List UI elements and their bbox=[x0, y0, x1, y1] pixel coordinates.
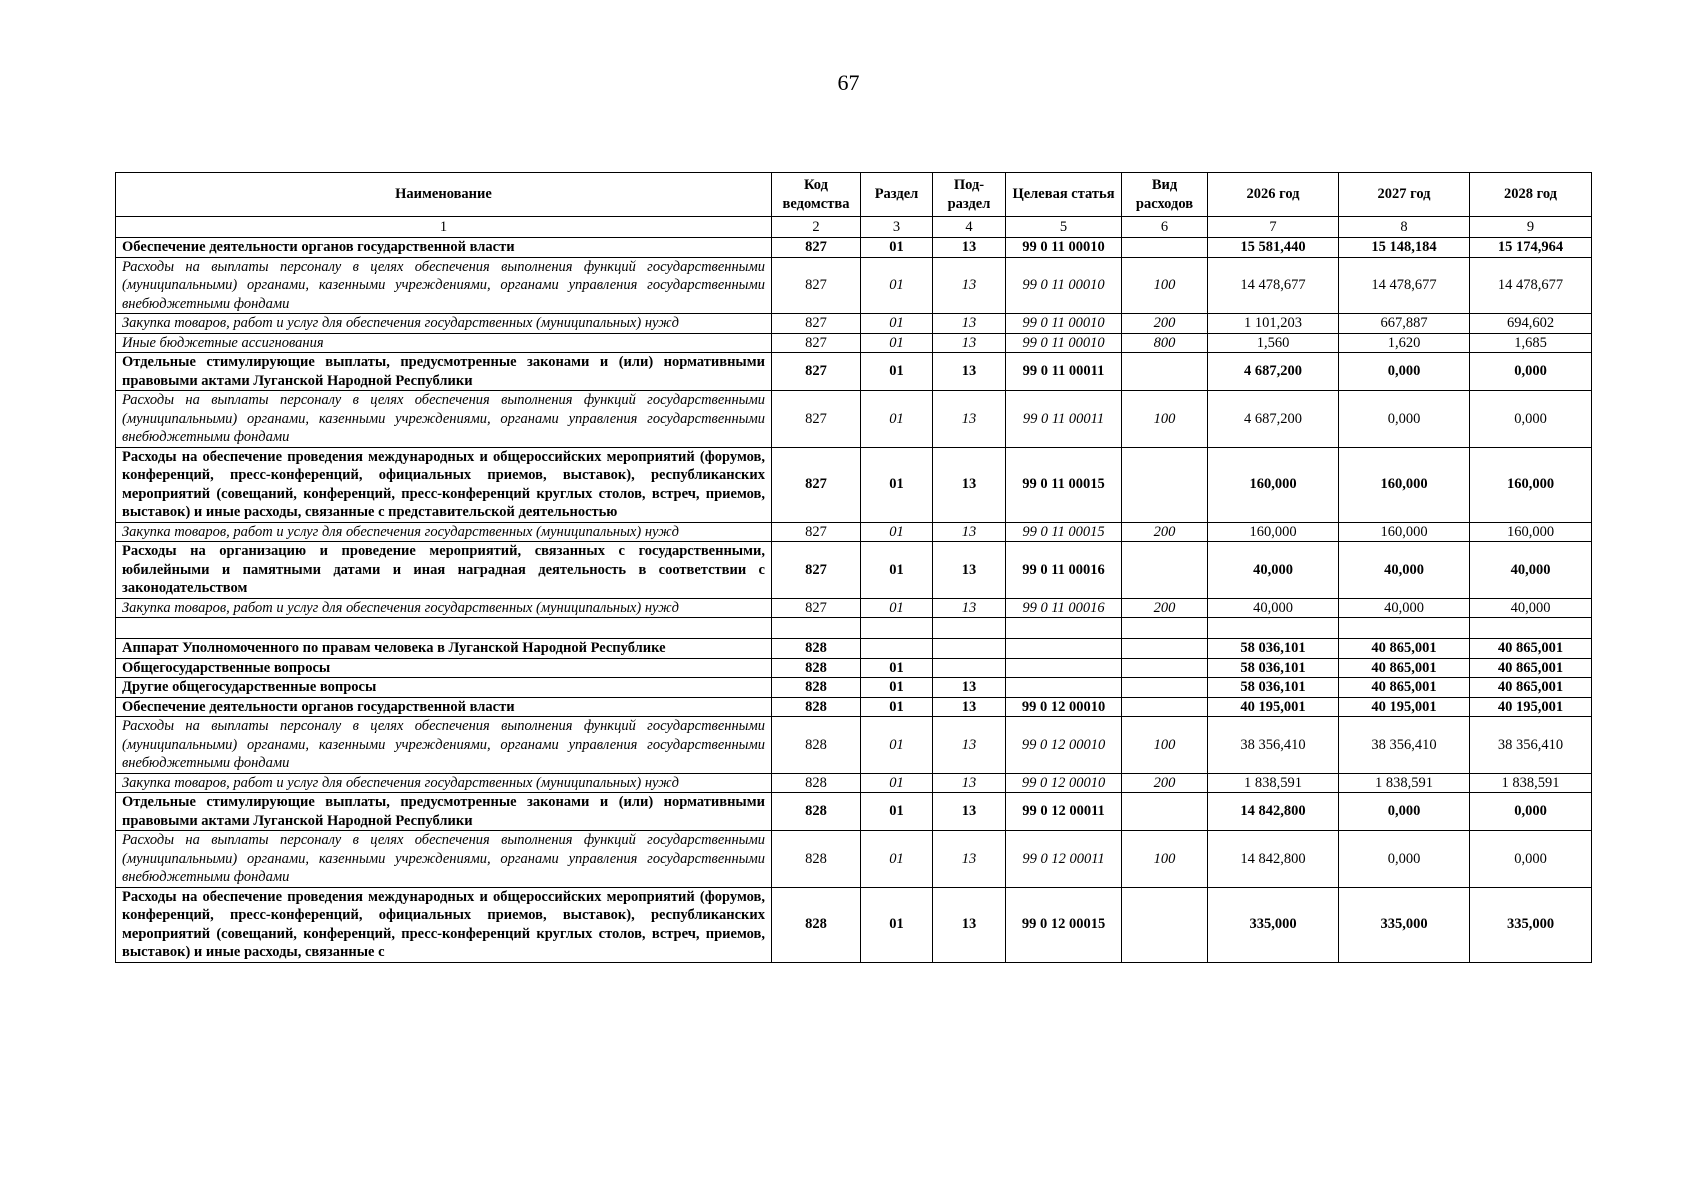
cell-2028: 40 195,001 bbox=[1470, 697, 1592, 717]
cell-2027: 1 838,591 bbox=[1339, 773, 1470, 793]
cell-target-article: 99 0 11 00016 bbox=[1006, 542, 1122, 599]
cell-target-article bbox=[1006, 639, 1122, 659]
cell-target-article bbox=[1006, 678, 1122, 698]
cell-2028: 1,685 bbox=[1470, 333, 1592, 353]
cell-section: 01 bbox=[861, 238, 933, 258]
cell-2028: 1 838,591 bbox=[1470, 773, 1592, 793]
cell-2026: 160,000 bbox=[1208, 522, 1339, 542]
cell-subsection: 13 bbox=[933, 542, 1006, 599]
column-number: 6 bbox=[1122, 217, 1208, 238]
header-section: Раздел bbox=[861, 173, 933, 217]
column-number: 3 bbox=[861, 217, 933, 238]
cell-expense-type bbox=[1122, 887, 1208, 962]
cell-expense-type bbox=[1122, 678, 1208, 698]
cell-section bbox=[861, 618, 933, 639]
cell-subsection: 13 bbox=[933, 257, 1006, 314]
cell-subsection: 13 bbox=[933, 793, 1006, 831]
cell-name: Иные бюджетные ассигнования bbox=[116, 333, 772, 353]
cell-expense-type bbox=[1122, 639, 1208, 659]
cell-2028: 0,000 bbox=[1470, 831, 1592, 888]
header-row bbox=[116, 173, 1592, 217]
cell-section: 01 bbox=[861, 542, 933, 599]
cell-subsection: 13 bbox=[933, 831, 1006, 888]
cell-2026: 58 036,101 bbox=[1208, 639, 1339, 659]
cell-2027 bbox=[1339, 618, 1470, 639]
column-number: 1 bbox=[116, 217, 772, 238]
cell-section: 01 bbox=[861, 887, 933, 962]
cell-2027: 40 195,001 bbox=[1339, 697, 1470, 717]
header-subsection: Под-раздел bbox=[933, 173, 1006, 217]
cell-target-article: 99 0 12 00010 bbox=[1006, 717, 1122, 774]
cell-subsection: 13 bbox=[933, 678, 1006, 698]
cell-name: Расходы на выплаты персоналу в целях обеспечения выполнения функций государственными (муниципальными) органами, казенными учреждениями, органами управления государственными внебюджетными фондами bbox=[116, 831, 772, 888]
cell-subsection: 13 bbox=[933, 697, 1006, 717]
cell-target-article: 99 0 11 00015 bbox=[1006, 522, 1122, 542]
cell-section: 01 bbox=[861, 314, 933, 334]
cell-name: Закупка товаров, работ и услуг для обеспечения государственных (муниципальных) нужд bbox=[116, 522, 772, 542]
cell-subsection bbox=[933, 618, 1006, 639]
cell-expense-type: 200 bbox=[1122, 773, 1208, 793]
table-row bbox=[116, 678, 1592, 698]
table-row bbox=[116, 773, 1592, 793]
header-2026: 2026 год bbox=[1208, 173, 1339, 217]
cell-target-article: 99 0 12 00011 bbox=[1006, 831, 1122, 888]
cell-name: Закупка товаров, работ и услуг для обеспечения государственных (муниципальных) нужд bbox=[116, 314, 772, 334]
cell-section: 01 bbox=[861, 658, 933, 678]
cell-subsection: 13 bbox=[933, 391, 1006, 448]
table-row bbox=[116, 447, 1592, 522]
cell-section: 01 bbox=[861, 598, 933, 618]
cell-2026: 160,000 bbox=[1208, 447, 1339, 522]
cell-dept-code: 828 bbox=[772, 678, 861, 698]
cell-section: 01 bbox=[861, 793, 933, 831]
cell-expense-type bbox=[1122, 793, 1208, 831]
cell-dept-code: 828 bbox=[772, 697, 861, 717]
cell-dept-code: 827 bbox=[772, 447, 861, 522]
cell-2026: 58 036,101 bbox=[1208, 678, 1339, 698]
table-row bbox=[116, 793, 1592, 831]
cell-2028: 40,000 bbox=[1470, 542, 1592, 599]
cell-2027: 0,000 bbox=[1339, 793, 1470, 831]
cell-section: 01 bbox=[861, 333, 933, 353]
cell-name: Обеспечение деятельности органов государственной власти bbox=[116, 238, 772, 258]
cell-section: 01 bbox=[861, 522, 933, 542]
cell-dept-code: 828 bbox=[772, 773, 861, 793]
cell-dept-code: 827 bbox=[772, 238, 861, 258]
cell-dept-code: 828 bbox=[772, 717, 861, 774]
cell-expense-type bbox=[1122, 447, 1208, 522]
cell-target-article: 99 0 12 00010 bbox=[1006, 773, 1122, 793]
cell-target-article: 99 0 11 00010 bbox=[1006, 314, 1122, 334]
cell-target-article: 99 0 12 00010 bbox=[1006, 697, 1122, 717]
cell-2028: 40 865,001 bbox=[1470, 639, 1592, 659]
page-number: 67 bbox=[837, 70, 860, 95]
cell-2028: 40 865,001 bbox=[1470, 678, 1592, 698]
cell-name: Обеспечение деятельности органов государственной власти bbox=[116, 697, 772, 717]
cell-dept-code: 827 bbox=[772, 391, 861, 448]
cell-expense-type bbox=[1122, 618, 1208, 639]
cell-dept-code bbox=[772, 618, 861, 639]
cell-2026: 40,000 bbox=[1208, 598, 1339, 618]
cell-2026: 1,560 bbox=[1208, 333, 1339, 353]
cell-expense-type: 100 bbox=[1122, 831, 1208, 888]
cell-expense-type bbox=[1122, 697, 1208, 717]
column-number: 8 bbox=[1339, 217, 1470, 238]
column-number-row bbox=[116, 217, 1592, 238]
cell-2028: 160,000 bbox=[1470, 522, 1592, 542]
cell-2027: 0,000 bbox=[1339, 391, 1470, 448]
header-expense-type: Вид расходов bbox=[1122, 173, 1208, 217]
budget-table bbox=[115, 172, 1592, 963]
cell-2027: 160,000 bbox=[1339, 522, 1470, 542]
cell-2028: 14 478,677 bbox=[1470, 257, 1592, 314]
cell-2028: 0,000 bbox=[1470, 793, 1592, 831]
header-dept-code: Код ведомства bbox=[772, 173, 861, 217]
cell-section: 01 bbox=[861, 773, 933, 793]
cell-target-article: 99 0 11 00011 bbox=[1006, 353, 1122, 391]
cell-target-article bbox=[1006, 658, 1122, 678]
cell-section: 01 bbox=[861, 257, 933, 314]
cell-2027: 667,887 bbox=[1339, 314, 1470, 334]
cell-name: Расходы на выплаты персоналу в целях обеспечения выполнения функций государственными (муниципальными) органами, казенными учреждениями, органами управления государственными внебюджетными фондами bbox=[116, 717, 772, 774]
cell-expense-type bbox=[1122, 238, 1208, 258]
column-number: 9 bbox=[1470, 217, 1592, 238]
cell-expense-type: 100 bbox=[1122, 391, 1208, 448]
table-row bbox=[116, 522, 1592, 542]
cell-expense-type: 200 bbox=[1122, 314, 1208, 334]
cell-name: Аппарат Уполномоченного по правам человека в Луганской Народной Республике bbox=[116, 639, 772, 659]
cell-name: Расходы на выплаты персоналу в целях обеспечения выполнения функций государственными (муниципальными) органами, казенными учреждениями, органами управления государственными внебюджетными фондами bbox=[116, 257, 772, 314]
table-row bbox=[116, 353, 1592, 391]
cell-name: Расходы на обеспечение проведения международных и общероссийских мероприятий (форумов, конференций, пресс-конференций, официальных приемов, выставок), республиканских мероприятий (совещаний, конференций, пресс-конференций круглых столов, встреч, приемов, выставок) и иные расходы, связанные с bbox=[116, 887, 772, 962]
cell-target-article: 99 0 11 00015 bbox=[1006, 447, 1122, 522]
cell-section: 01 bbox=[861, 353, 933, 391]
cell-target-article: 99 0 12 00011 bbox=[1006, 793, 1122, 831]
cell-2026: 38 356,410 bbox=[1208, 717, 1339, 774]
cell-name: Закупка товаров, работ и услуг для обеспечения государственных (муниципальных) нужд bbox=[116, 598, 772, 618]
header-2028: 2028 год bbox=[1470, 173, 1592, 217]
cell-subsection: 13 bbox=[933, 314, 1006, 334]
cell-dept-code: 827 bbox=[772, 353, 861, 391]
cell-subsection: 13 bbox=[933, 353, 1006, 391]
cell-dept-code: 827 bbox=[772, 522, 861, 542]
cell-2028: 40 865,001 bbox=[1470, 658, 1592, 678]
cell-2027: 40,000 bbox=[1339, 598, 1470, 618]
cell-2027: 15 148,184 bbox=[1339, 238, 1470, 258]
cell-2026: 40 195,001 bbox=[1208, 697, 1339, 717]
cell-2027: 40 865,001 bbox=[1339, 658, 1470, 678]
cell-expense-type: 100 bbox=[1122, 257, 1208, 314]
cell-2026: 335,000 bbox=[1208, 887, 1339, 962]
cell-name: Закупка товаров, работ и услуг для обеспечения государственных (муниципальных) нужд bbox=[116, 773, 772, 793]
cell-subsection: 13 bbox=[933, 238, 1006, 258]
cell-name bbox=[116, 618, 772, 639]
cell-2028: 0,000 bbox=[1470, 391, 1592, 448]
cell-2027: 1,620 bbox=[1339, 333, 1470, 353]
cell-name: Отдельные стимулирующие выплаты, предусмотренные законами и (или) нормативными правовыми актами Луганской Народной Республики bbox=[116, 353, 772, 391]
cell-2026 bbox=[1208, 618, 1339, 639]
cell-dept-code: 827 bbox=[772, 333, 861, 353]
table-row bbox=[116, 391, 1592, 448]
header-name: Наименование bbox=[116, 173, 772, 217]
cell-2026: 14 842,800 bbox=[1208, 831, 1339, 888]
cell-subsection: 13 bbox=[933, 773, 1006, 793]
cell-dept-code: 828 bbox=[772, 793, 861, 831]
cell-2028: 694,602 bbox=[1470, 314, 1592, 334]
column-number: 2 bbox=[772, 217, 861, 238]
table-row bbox=[116, 333, 1592, 353]
cell-2027: 335,000 bbox=[1339, 887, 1470, 962]
cell-dept-code: 827 bbox=[772, 257, 861, 314]
cell-target-article: 99 0 11 00011 bbox=[1006, 391, 1122, 448]
column-number: 7 bbox=[1208, 217, 1339, 238]
cell-2028: 40,000 bbox=[1470, 598, 1592, 618]
cell-name: Расходы на обеспечение проведения международных и общероссийских мероприятий (форумов, конференций, пресс-конференций, официальных приемов, выставок), республиканских мероприятий (совещаний, конференций, пресс-конференций круглых столов, встреч, приемов, выставок) и иные расходы, связанные с представительской деятельностью bbox=[116, 447, 772, 522]
cell-dept-code: 828 bbox=[772, 887, 861, 962]
table-row bbox=[116, 598, 1592, 618]
cell-section: 01 bbox=[861, 831, 933, 888]
cell-2028: 38 356,410 bbox=[1470, 717, 1592, 774]
table-row bbox=[116, 831, 1592, 888]
cell-expense-type bbox=[1122, 353, 1208, 391]
table-row bbox=[116, 697, 1592, 717]
cell-2027: 40 865,001 bbox=[1339, 639, 1470, 659]
cell-dept-code: 827 bbox=[772, 542, 861, 599]
table-row bbox=[116, 238, 1592, 258]
cell-target-article: 99 0 11 00010 bbox=[1006, 333, 1122, 353]
cell-subsection: 13 bbox=[933, 887, 1006, 962]
cell-target-article: 99 0 11 00010 bbox=[1006, 257, 1122, 314]
cell-subsection: 13 bbox=[933, 522, 1006, 542]
table-row bbox=[116, 717, 1592, 774]
cell-dept-code: 828 bbox=[772, 639, 861, 659]
cell-2026: 4 687,200 bbox=[1208, 353, 1339, 391]
cell-dept-code: 827 bbox=[772, 314, 861, 334]
table-row bbox=[116, 542, 1592, 599]
cell-subsection: 13 bbox=[933, 333, 1006, 353]
cell-section bbox=[861, 639, 933, 659]
cell-2026: 1 838,591 bbox=[1208, 773, 1339, 793]
cell-expense-type bbox=[1122, 542, 1208, 599]
cell-2026: 14 842,800 bbox=[1208, 793, 1339, 831]
cell-2027: 38 356,410 bbox=[1339, 717, 1470, 774]
column-number: 5 bbox=[1006, 217, 1122, 238]
cell-section: 01 bbox=[861, 391, 933, 448]
cell-2027: 40 865,001 bbox=[1339, 678, 1470, 698]
cell-expense-type: 200 bbox=[1122, 598, 1208, 618]
cell-2026: 58 036,101 bbox=[1208, 658, 1339, 678]
table-row bbox=[116, 658, 1592, 678]
cell-2027: 14 478,677 bbox=[1339, 257, 1470, 314]
header-target-article: Целевая статья bbox=[1006, 173, 1122, 217]
cell-2028: 160,000 bbox=[1470, 447, 1592, 522]
cell-2027: 160,000 bbox=[1339, 447, 1470, 522]
cell-2028: 335,000 bbox=[1470, 887, 1592, 962]
cell-2028 bbox=[1470, 618, 1592, 639]
table-row bbox=[116, 618, 1592, 639]
table-row bbox=[116, 639, 1592, 659]
cell-name: Другие общегосударственные вопросы bbox=[116, 678, 772, 698]
cell-2027: 0,000 bbox=[1339, 831, 1470, 888]
cell-dept-code: 827 bbox=[772, 598, 861, 618]
cell-2026: 1 101,203 bbox=[1208, 314, 1339, 334]
cell-dept-code: 828 bbox=[772, 658, 861, 678]
cell-section: 01 bbox=[861, 697, 933, 717]
cell-name: Расходы на организацию и проведение мероприятий, связанных с государственными, юбилейными и памятными датами и иная наградная деятельность в соответствии с законодательством bbox=[116, 542, 772, 599]
cell-subsection: 13 bbox=[933, 717, 1006, 774]
cell-name: Расходы на выплаты персоналу в целях обеспечения выполнения функций государственными (муниципальными) органами, казенными учреждениями, органами управления государственными внебюджетными фондами bbox=[116, 391, 772, 448]
cell-section: 01 bbox=[861, 717, 933, 774]
cell-target-article: 99 0 11 00016 bbox=[1006, 598, 1122, 618]
cell-target-article: 99 0 11 00010 bbox=[1006, 238, 1122, 258]
cell-2027: 0,000 bbox=[1339, 353, 1470, 391]
cell-2028: 0,000 bbox=[1470, 353, 1592, 391]
cell-subsection: 13 bbox=[933, 598, 1006, 618]
cell-section: 01 bbox=[861, 678, 933, 698]
cell-target-article bbox=[1006, 618, 1122, 639]
cell-target-article: 99 0 12 00015 bbox=[1006, 887, 1122, 962]
cell-2026: 4 687,200 bbox=[1208, 391, 1339, 448]
cell-2028: 15 174,964 bbox=[1470, 238, 1592, 258]
table-row bbox=[116, 257, 1592, 314]
header-2027: 2027 год bbox=[1339, 173, 1470, 217]
table-row bbox=[116, 314, 1592, 334]
cell-dept-code: 828 bbox=[772, 831, 861, 888]
cell-2026: 15 581,440 bbox=[1208, 238, 1339, 258]
cell-2026: 14 478,677 bbox=[1208, 257, 1339, 314]
cell-2026: 40,000 bbox=[1208, 542, 1339, 599]
table-row bbox=[116, 887, 1592, 962]
cell-subsection: 13 bbox=[933, 447, 1006, 522]
cell-name: Отдельные стимулирующие выплаты, предусмотренные законами и (или) нормативными правовыми актами Луганской Народной Республики bbox=[116, 793, 772, 831]
cell-expense-type: 100 bbox=[1122, 717, 1208, 774]
cell-name: Общегосударственные вопросы bbox=[116, 658, 772, 678]
cell-expense-type: 800 bbox=[1122, 333, 1208, 353]
cell-subsection bbox=[933, 639, 1006, 659]
cell-subsection bbox=[933, 658, 1006, 678]
cell-expense-type: 200 bbox=[1122, 522, 1208, 542]
cell-expense-type bbox=[1122, 658, 1208, 678]
cell-2027: 40,000 bbox=[1339, 542, 1470, 599]
cell-section: 01 bbox=[861, 447, 933, 522]
column-number: 4 bbox=[933, 217, 1006, 238]
